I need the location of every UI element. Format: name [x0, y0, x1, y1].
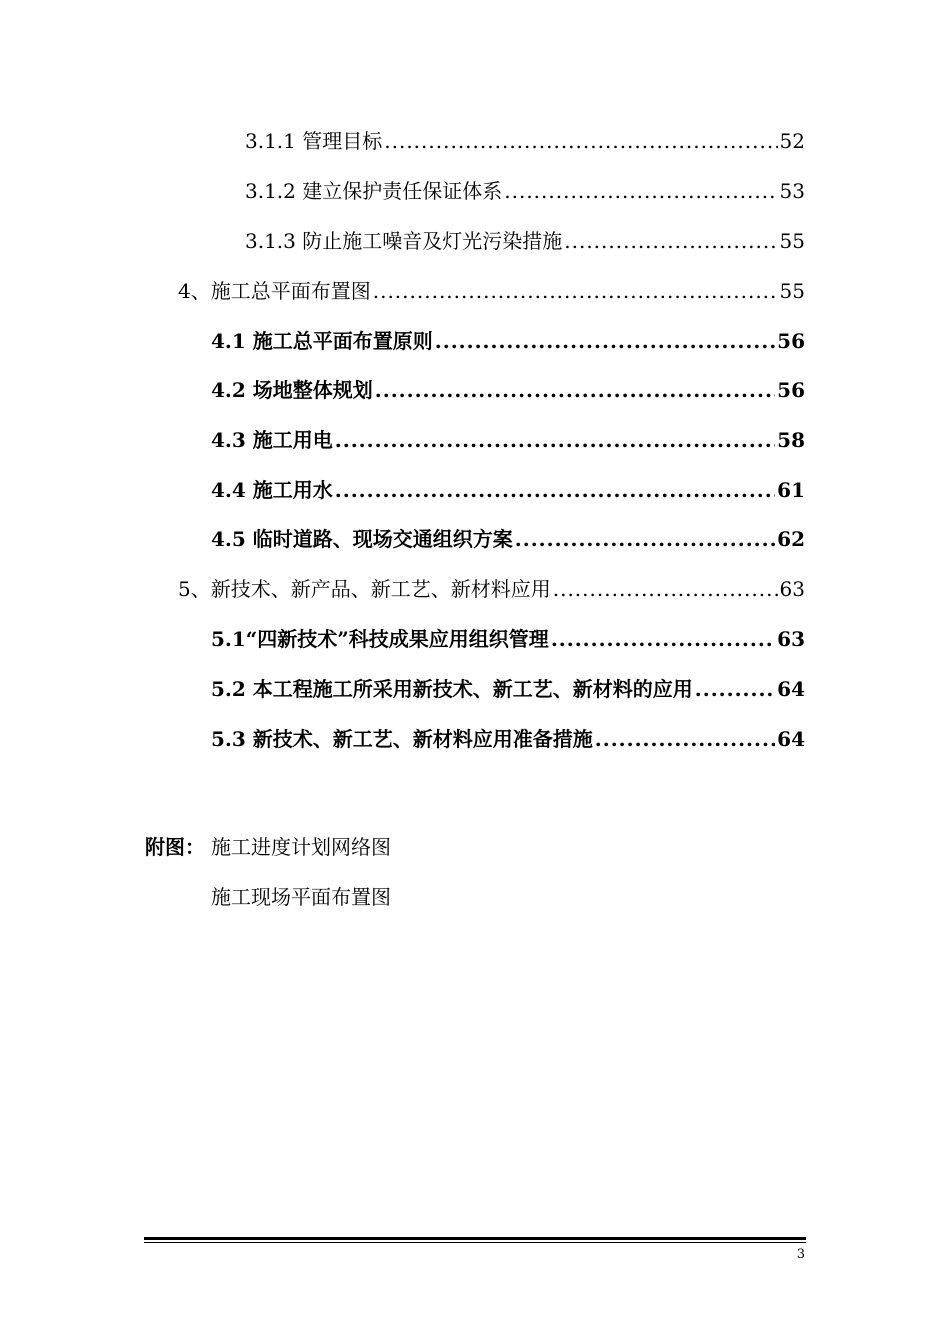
toc-dot-leader [504, 176, 777, 206]
toc-entry-3-1-1[interactable] [245, 126, 805, 156]
toc-entry-page: 64 [777, 727, 805, 751]
toc-entry-5[interactable] [178, 574, 805, 604]
toc-entry-5-1[interactable] [211, 624, 805, 654]
toc-entry-label: 4、施工总平面布置图 [178, 279, 371, 303]
toc-entry-page: 55 [779, 279, 805, 303]
toc-dot-leader [373, 276, 778, 306]
toc-entry-page: 53 [779, 179, 805, 203]
toc-entry-5-3[interactable] [211, 724, 805, 754]
toc-entry-label: 4.3 施工用电 [211, 428, 333, 452]
toc-entry-3-1-2[interactable] [245, 176, 805, 206]
page-number: 3 [796, 1247, 805, 1262]
toc-entry-4-5[interactable] [211, 524, 805, 554]
toc-entry-label: 5、新技术、新产品、新工艺、新材料应用 [178, 577, 551, 601]
toc-entry-page: 56 [777, 378, 805, 402]
toc-entry-label: 4.1 施工总平面布置原则 [211, 329, 433, 353]
appendix-label: 附图： [145, 835, 205, 859]
toc-entry-label: 5.1“四新技术”科技成果应用组织管理 [211, 627, 549, 651]
toc-dot-leader [515, 524, 775, 554]
toc-entry-4-3[interactable] [211, 425, 805, 455]
toc-entry-page: 55 [779, 229, 805, 253]
toc-entry-page: 64 [777, 677, 805, 701]
toc-entry-label: 3.1.1 管理目标 [245, 129, 383, 153]
toc-dot-leader [551, 624, 775, 654]
toc-entry-label: 4.5 临时道路、现场交通组织方案 [211, 527, 513, 551]
toc-dot-leader [375, 375, 775, 405]
toc-entry-4-4[interactable] [211, 475, 805, 505]
toc-entry-3-1-3[interactable] [245, 226, 805, 256]
appendix-row [145, 822, 391, 872]
toc-entry-4-1[interactable] [211, 326, 805, 356]
footer-divider-thin [144, 1242, 806, 1243]
footer-divider-thick [144, 1237, 806, 1240]
toc-entry-4-2[interactable] [211, 375, 805, 405]
toc-entry-page: 63 [779, 577, 805, 601]
toc-entry-page: 61 [777, 478, 805, 502]
toc-entry-label: 3.1.2 建立保护责任保证体系 [245, 179, 503, 203]
toc-entry-label: 4.4 施工用水 [211, 478, 333, 502]
toc-dot-leader [595, 724, 775, 754]
toc-entry-label: 4.2 场地整体规划 [211, 378, 373, 402]
toc-dot-leader [384, 126, 777, 156]
toc-dot-leader [564, 226, 777, 256]
toc-entry-page: 58 [777, 428, 805, 452]
toc-entry-label: 5.2 本工程施工所采用新技术、新工艺、新材料的应用 [211, 677, 693, 701]
toc-entry-page: 62 [777, 527, 805, 551]
toc-dot-leader [335, 425, 775, 455]
toc-entry-5-2[interactable] [211, 674, 805, 704]
toc-dot-leader [553, 574, 778, 604]
toc-entry-label: 3.1.3 防止施工噪音及灯光污染措施 [245, 229, 563, 253]
appendix-row [145, 872, 391, 922]
toc-dot-leader [695, 674, 775, 704]
appendix-item-schedule: 施工进度计划网络图 [211, 835, 391, 859]
appendix-item-site-plan: 施工现场平面布置图 [211, 885, 391, 909]
toc-entry-4[interactable] [178, 276, 805, 306]
toc-entry-page: 63 [777, 627, 805, 651]
toc-dot-leader [335, 475, 775, 505]
toc-dot-leader [435, 326, 775, 356]
toc-entry-page: 52 [779, 129, 805, 153]
toc-entry-label: 5.3 新技术、新工艺、新材料应用准备措施 [211, 727, 593, 751]
toc-entry-page: 56 [777, 329, 805, 353]
appendix-figures [145, 822, 391, 922]
